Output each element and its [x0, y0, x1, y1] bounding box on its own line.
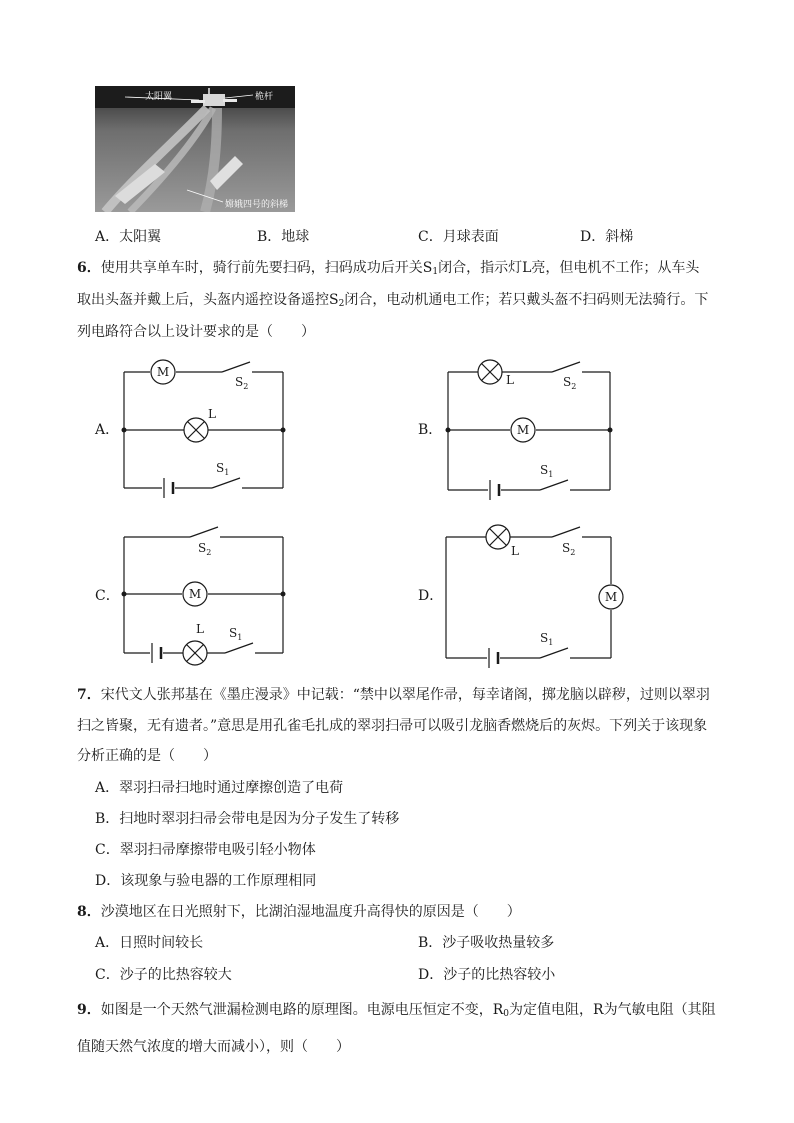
q6-option-d: D．: [418, 588, 444, 604]
q6-option-a: A．: [95, 422, 120, 438]
q9-line-2: 值随天然气浓度的增大而减小），则（ ）: [77, 1039, 350, 1055]
q8-option-b: B．沙子吸收热量较多: [418, 935, 555, 951]
d-motor-label: M: [604, 590, 618, 604]
q7-option-c: C．翠羽扫帚摩擦带电吸引轻小物体: [95, 842, 316, 858]
circuit-d: [446, 525, 623, 668]
q7-option-b: B．扫地时翠羽扫帚会带电是因为分子发生了转移: [95, 811, 400, 827]
a-motor-label: M: [156, 365, 170, 379]
q9-line-1: 9．如图是一个天然气泄漏检测电路的原理图。电源电压恒定不变，$R_0$为定值电阻，R为气敏电阻（其阻: [77, 1002, 716, 1019]
d-lamp-label: L: [511, 544, 519, 558]
c-s1-label: $S_1$: [229, 626, 243, 642]
a-s2-label: $S_2$: [235, 375, 249, 391]
c-s2-label: $S_2$: [198, 541, 212, 557]
circuit-a: [124, 360, 283, 498]
q6-number: 6．: [77, 260, 101, 276]
b-s2-label: $S_2$: [563, 375, 577, 391]
d-s2-label: $S_2$: [562, 541, 576, 557]
q6-option-b: B．: [418, 422, 443, 438]
q6-line-2: 取出头盔并戴上后，头盔内遥控设备遥控$S_2$闭合，电动机通电工作；若只戴头盔不扫码则无法骑行。下: [77, 292, 709, 309]
q7-number: 7．: [77, 687, 101, 703]
q8-option-a: A．日照时间较长: [95, 935, 204, 951]
b-s1-label: $S_1$: [540, 463, 554, 479]
q8-option-d: D．沙子的比热容较小: [418, 967, 556, 983]
d-s1-label: $S_1$: [540, 631, 554, 647]
a-lamp-label: L: [208, 407, 216, 421]
q8-number: 8．: [77, 904, 101, 920]
q8-option-c: C．沙子的比热容较大: [95, 967, 232, 983]
q6-line-1: 6．使用共享单车时，骑行前先要扫码，扫码成功后开关$S_1$闭合，指示灯L亮，但电机不工作；从车头: [77, 260, 700, 277]
q7-line-1: 7．宋代文人张邦基在《墨庄漫录》中记载：“禁中以翠尾作帚，每幸诸阁，掷龙脑以辟秽，过则以翠羽: [77, 687, 710, 703]
b-lamp-label: L: [506, 373, 514, 387]
label-mast: 桅杆: [255, 92, 274, 102]
q7-line-3: 分析正确的是（ ）: [77, 748, 217, 764]
b-motor-label: M: [516, 423, 530, 437]
q6-option-c: C．: [95, 588, 120, 604]
c-lamp-label: L: [196, 622, 204, 636]
label-ladder: 嫦娥四号的斜梯: [225, 200, 289, 210]
q6-line-3: 列电路符合以上设计要求的是（ ）: [77, 324, 315, 340]
a-s1-label: $S_1$: [216, 461, 230, 477]
q7-option-d: D．该现象与验电器的工作原理相同: [95, 873, 317, 889]
label-solar-wing: 太阳翼: [145, 92, 173, 102]
c-motor-label: M: [188, 587, 202, 601]
q8-line-1: 8．沙漠地区在日光照射下，比湖泊湿地温度升高得快的原因是（ ）: [77, 904, 521, 920]
q7-option-a: A．翠羽扫帚扫地时通过摩擦创造了电荷: [95, 780, 344, 796]
q5-option-d: D．斜梯: [580, 229, 634, 245]
q5-option-a: A．太阳翼: [95, 229, 162, 245]
q7-line-2: 扫之皆聚，无有遗者。”意思是用孔雀毛扎成的翠羽扫帚可以吸引龙脑香燃烧后的灰烬。下列关于该现象: [77, 718, 708, 734]
q5-option-c: C．月球表面: [418, 229, 499, 245]
q5-option-b: B．地球: [257, 229, 310, 245]
q9-number: 9．: [77, 1002, 101, 1018]
